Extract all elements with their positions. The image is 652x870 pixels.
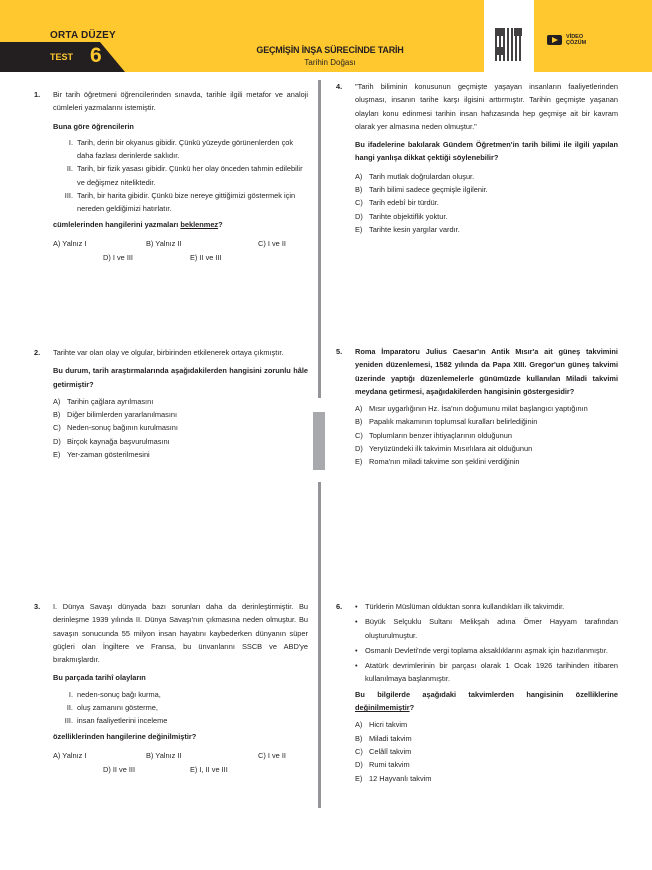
- option-e[interactable]: E) I, II ve III: [190, 764, 228, 774]
- option-d[interactable]: D) Rumi takvim: [355, 760, 410, 770]
- option-b[interactable]: B) Papalık makamının toplumsal kuralları belirlediğinin: [355, 417, 538, 427]
- roman-item: II. Tarih, bir fizik yasası gibidir. Çünkü her olay önceden tahmin edilebilir ve değişmez niteliktedir.: [66, 164, 303, 187]
- column-divider: [318, 482, 321, 808]
- option-c[interactable]: C) I ve II: [258, 238, 286, 248]
- option-e[interactable]: E) Yer-zaman gösterilmesini: [53, 450, 150, 460]
- option-c[interactable]: C) I ve II: [258, 750, 286, 760]
- option-a[interactable]: A) Yalnız I: [53, 238, 87, 248]
- option-a[interactable]: A) Yalnız I: [53, 750, 87, 760]
- option-d[interactable]: D) Yeryüzündeki ilk takvimin Mısırlılara ait olduğunun: [355, 444, 533, 454]
- roman-item: I. neden-sonuç bağı kurma,: [68, 689, 161, 699]
- question-stem: Bu ifadelerine bakılarak Gündem Öğretmen'in tarih bilimi ile ilgili yapılan hangi yanlışa dikkat çektiği söylenebilir?: [355, 140, 618, 163]
- question-number: 3.: [34, 602, 41, 611]
- question-2: [34, 346, 308, 461]
- video-label-line2: ÇÖZÜM: [566, 40, 587, 46]
- option-e[interactable]: E) 12 Hayvanlı takvim: [355, 773, 432, 783]
- option-c[interactable]: C) Celâlî takvim: [355, 746, 412, 756]
- question-stem: özelliklerinden hangilerine değinilmiştir?: [53, 731, 197, 741]
- option-b[interactable]: B) Yalnız II: [146, 750, 182, 760]
- question-number: 5.: [336, 347, 343, 356]
- question-intro: Bir tarih öğretmeni öğrencilerinden sınavda, tarihle ilgili metafor ve analoji cümleleri yazmalarını istemiştir.: [53, 90, 308, 113]
- side-tab: [313, 412, 325, 470]
- option-b[interactable]: B) Diğer bilimlerden yararlanılmasını: [53, 410, 178, 420]
- test-number: 6: [90, 44, 102, 67]
- option-e[interactable]: E) II ve III: [190, 252, 222, 262]
- question-number: 1.: [34, 90, 41, 99]
- question-stem: cümlelerinden hangilerini yazmaları beklenmez?: [53, 219, 223, 229]
- option-c[interactable]: C) Tarih edebî bir türdür.: [355, 198, 439, 208]
- option-a[interactable]: A) Tarih mutlak doğrulardan oluşur.: [355, 171, 475, 181]
- roman-item: III. Tarih, bir harita gibidir. Çünkü bize nereye gittiğimizi göstermek için nereden geldiğimizi hatırlatır.: [64, 191, 296, 214]
- qr-code-icon[interactable]: [495, 28, 522, 61]
- question-4: [336, 80, 618, 236]
- roman-item: III. insan faaliyetlerini inceleme: [64, 716, 168, 726]
- option-d[interactable]: D) I ve III: [103, 252, 133, 262]
- question-3: [34, 600, 308, 777]
- unit-subtitle: Tarihin Doğası: [304, 58, 356, 67]
- bullet-item: • Osmanlı Devleti'nde vergi toplama aksaklıklarını aşmak için hazırlanmıştır.: [355, 644, 618, 657]
- question-number: 4.: [336, 82, 343, 91]
- unit-title: GEÇMİŞİN İNŞA SÜRECİNDE TARİH: [256, 45, 404, 55]
- play-icon[interactable]: [547, 35, 562, 45]
- option-a[interactable]: A) Tarihin çağlara ayrılmasını: [53, 396, 154, 406]
- column-divider: [318, 80, 321, 398]
- question-5: [336, 345, 618, 469]
- question-lead: Bu parçada tarihî olayların: [53, 673, 146, 683]
- option-a[interactable]: A) Mısır uygarlığının Hz. İsa'nın doğumunu milat başlangıcı yaptığının: [355, 404, 588, 414]
- question-number: 6.: [336, 602, 343, 611]
- question-lead: Buna göre öğrencilerin: [53, 121, 134, 131]
- option-d[interactable]: D) II ve III: [103, 764, 136, 774]
- question-stem: Bu bilgilerde aşağıdaki takvimlerden hangisinin özelliklerine değinilmemiştir?: [355, 689, 618, 713]
- option-c[interactable]: C) Toplumların benzer ihtiyaçlarının olduğunun: [355, 430, 512, 440]
- option-b[interactable]: B) Tarih bilimi sadece geçmişle ilgilenir.: [355, 185, 488, 195]
- question-intro: "Tarih biliminin konusunun geçmişte yaşayan insanların faaliyetlerinden oluşması, insanın tarihe karşı ilgisini arttırmıştır. Tarihin geçmişte yaşanan olayları konu edinmesi tarihin insan hafızasında hep geçmişe ait bir kavram olarak yer almasına neden olmuştur.": [355, 82, 618, 131]
- question-stem: Roma İmparatoru Julius Caesar'ın Antik Mısır'a ait güneş takvimini yeniden düzenlemesi, 1582 yılında da Papa XIII. Gregor'un güneş takvimi üzerinde yaptığı düzenlemelerle günümüzde kullanılan Miladi takvimi meydana getirmesi, aşağıdakilerden hangisinin göstergesidir?: [355, 347, 618, 396]
- video-solution-link[interactable]: [566, 34, 586, 46]
- question-stem: Bu durum, tarih araştırmalarında aşağıdakilerden hangisini zorunlu hâle getirmiştir?: [53, 366, 308, 389]
- roman-item: II. oluş zamanını gösterme,: [66, 703, 158, 713]
- option-e[interactable]: E) Roma'nın miladi takvime son şeklini verdiğinin: [355, 457, 520, 467]
- question-1: [34, 88, 308, 265]
- option-a[interactable]: A) Hicri takvim: [355, 720, 408, 730]
- question-intro: I. Dünya Savaşı dünyada bazı sorunları daha da derinleştirmiştir. Bu derinleşme 1939 yılında II. Dünya Savaşı'nın çıkmasına neden olmuştur. Bu savaşın sonucunda 55 milyon insan hayatını kaybederken dünyanın süper güçleri olan İngiltere ve Fransa, bu ünvanlarını SSCB ve ABD'ye bırakmışlardır.: [53, 602, 308, 665]
- difficulty-level: ORTA DÜZEY: [50, 30, 116, 41]
- video-label-line1: VİDEO: [566, 34, 584, 40]
- option-d[interactable]: D) Tarihte objektiflik yoktur.: [355, 211, 448, 221]
- roman-item: I. Tarih, derin bir okyanus gibidir. Çünkü yüzeyde görünenlerden çok daha fazlası derinlerde saklıdır.: [68, 137, 294, 161]
- question-number: 2.: [34, 348, 41, 357]
- bullet-item: • Türklerin Müslüman olduktan sonra kullandıkları ilk takvimdir.: [355, 600, 618, 613]
- option-c[interactable]: C) Neden-sonuç bağının kurulmasını: [53, 423, 178, 433]
- test-label: TEST: [50, 52, 74, 62]
- option-b[interactable]: B) Yalnız II: [146, 238, 182, 248]
- question-intro: Tarihte var olan olay ve olgular, birbirinden etkilenerek ortaya çıkmıştır.: [53, 348, 284, 357]
- bullet-item: • Atatürk devrimlerinin bir parçası olarak 1 Ocak 1926 tarihinden itibaren kullanılmaya başlanmıştır.: [355, 659, 618, 686]
- option-b[interactable]: B) Miladi takvim: [355, 733, 412, 743]
- option-d[interactable]: D) Birçok kaynağa başvurulmasını: [53, 436, 170, 446]
- option-e[interactable]: E) Tarihte kesin yargılar vardır.: [355, 224, 460, 234]
- bullet-item: • Büyük Selçuklu Sultanı Melikşah adına Ömer Hayyam tarafından oluşturulmuştur.: [355, 615, 618, 642]
- question-6: [336, 600, 618, 785]
